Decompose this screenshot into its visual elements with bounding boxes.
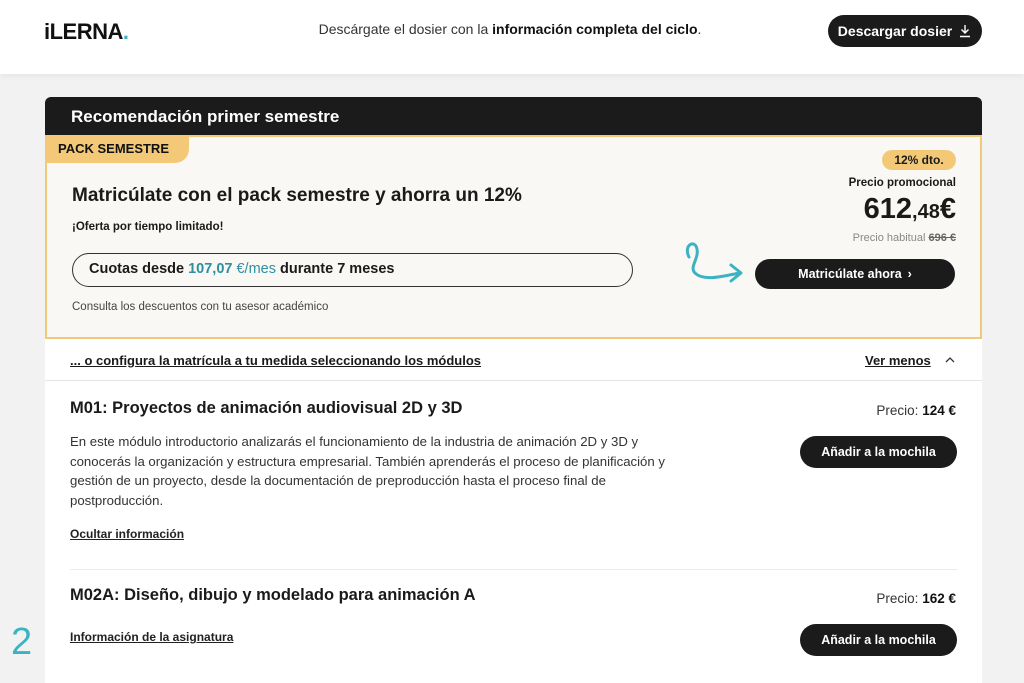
hide-info-link[interactable]: Ocultar información bbox=[70, 527, 185, 541]
download-icon bbox=[958, 24, 972, 38]
recommendation-card bbox=[45, 97, 982, 683]
add-to-backpack-button[interactable]: Añadir a la mochila bbox=[800, 436, 957, 468]
chevron-right-icon: › bbox=[907, 267, 912, 281]
promo-price: 612,48€ bbox=[863, 193, 956, 225]
dossier-message: Descárgate el dosier con la información completa del ciclo. bbox=[318, 21, 702, 37]
module-price: Precio: 162 € bbox=[876, 591, 956, 606]
download-dossier-button[interactable]: Descargar dosier bbox=[828, 15, 982, 47]
pack-note: Consulta los descuentos con tu asesor académico bbox=[72, 301, 329, 313]
module-price: Precio: 124 € bbox=[876, 403, 956, 418]
curly-arrow-icon bbox=[681, 237, 751, 287]
add-to-backpack-button[interactable]: Añadir a la mochila bbox=[800, 624, 957, 656]
subject-info-link[interactable]: Información de la asignatura bbox=[70, 630, 234, 644]
module-item-m02a bbox=[45, 569, 982, 683]
top-bar bbox=[0, 0, 1024, 74]
card-title: Recomendación primer semestre bbox=[45, 97, 982, 135]
module-item-m01 bbox=[45, 381, 982, 571]
pack-tag: PACK SEMESTRE bbox=[45, 135, 189, 163]
configure-modules-link[interactable]: ... o configura la matrícula a tu medida seleccionando los módulos bbox=[70, 353, 482, 368]
discount-badge: 12% dto. bbox=[882, 150, 956, 170]
ilerna-logo[interactable]: iLERNA. bbox=[44, 19, 129, 44]
module-title: M02A: Diseño, dibujo y modelado para animación A bbox=[70, 586, 476, 604]
enroll-now-button[interactable]: Matricúlate ahora › bbox=[755, 259, 955, 289]
show-less-toggle[interactable]: Ver menos bbox=[865, 353, 931, 368]
pack-offer: ¡Oferta por tiempo limitado! bbox=[72, 221, 224, 233]
page-number: 2 bbox=[11, 621, 33, 663]
quota-box: Cuotas desde 107,07 €/mes durante 7 meses bbox=[72, 253, 633, 287]
module-title: M01: Proyectos de animación audiovisual 2D y 3D bbox=[70, 399, 463, 417]
chevron-up-icon[interactable] bbox=[944, 354, 956, 366]
regular-price: Precio habitual 696 € bbox=[852, 232, 956, 244]
module-description: En este módulo introductorio analizarás el funcionamiento de la industria de animación 2D y 3D y conocerás la organización y estructura empresarial. También aprenderás el proceso de planificación y gestión de un proyecto, desde la documentación de preproducción hasta el proceso final de postproducción. bbox=[70, 434, 665, 508]
promo-price-label: Precio promocional bbox=[848, 177, 956, 189]
pack-semester-panel bbox=[45, 135, 982, 339]
pack-headline: Matricúlate con el pack semestre y ahorra un 12% bbox=[72, 185, 522, 206]
configure-row bbox=[45, 341, 982, 381]
